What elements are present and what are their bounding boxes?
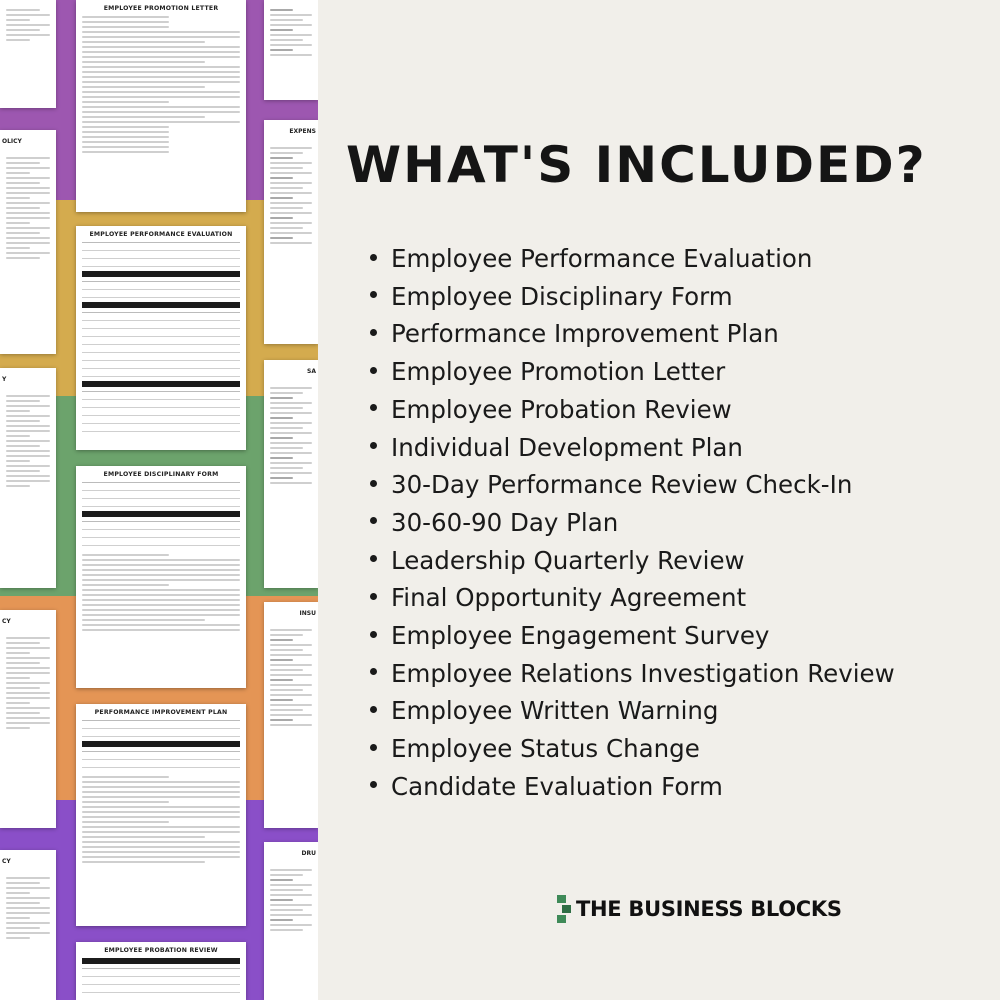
list-item-label: 30-60-90 Day Plan (391, 507, 619, 537)
list-item-label: Leadership Quarterly Review (391, 545, 745, 575)
partial-document-title: INSU (299, 610, 316, 617)
list-item (366, 391, 895, 429)
brand-logo (556, 892, 842, 926)
partial-document-right (264, 120, 318, 344)
document-thumbnail-disciplinary-form (76, 466, 246, 688)
bullet-icon (370, 555, 377, 562)
document-title: EMPLOYEE PROMOTION LETTER (103, 5, 219, 12)
list-item (366, 579, 895, 617)
bullet-icon (370, 744, 377, 751)
bullet-icon (370, 781, 377, 788)
document-thumbnail-probation-review (76, 942, 246, 1000)
bullet-icon (370, 517, 377, 524)
document-title: EMPLOYEE PERFORMANCE EVALUATION (89, 231, 233, 238)
list-item-label: Employee Performance Evaluation (391, 244, 813, 273)
partial-document-left (0, 368, 56, 588)
list-item-label: Employee Relations Investigation Review (391, 658, 895, 688)
bullet-icon (370, 631, 377, 638)
list-item-label: Employee Promotion Letter (391, 357, 726, 387)
document-thumbnail-improvement-plan (76, 704, 246, 926)
partial-document-title: DRU (301, 850, 316, 857)
bullet-icon (370, 291, 377, 298)
bullet-icon (370, 668, 377, 675)
list-item-label: Individual Development Plan (391, 432, 743, 462)
list-item (366, 730, 895, 768)
document-thumbnail-performance-evaluation (76, 226, 246, 450)
list-item (366, 466, 895, 504)
list-item (366, 617, 895, 655)
partial-document-right (264, 842, 318, 1000)
partial-document-right (264, 360, 318, 588)
partial-document-title: OLICY (2, 138, 22, 145)
list-item (366, 768, 895, 806)
list-item-label: Employee Engagement Survey (391, 621, 770, 651)
bullet-icon (370, 593, 377, 600)
document-title: EMPLOYEE DISCIPLINARY FORM (103, 471, 219, 478)
feature-list (366, 240, 895, 806)
list-item (366, 278, 895, 316)
bullet-icon (370, 367, 377, 374)
partial-document-title: CY (2, 858, 11, 865)
list-item-label: Performance Improvement Plan (391, 319, 779, 349)
bullet-icon (370, 254, 377, 261)
list-item (366, 353, 895, 391)
list-item (366, 315, 895, 353)
brand-name: THE BUSINESS BLOCKS (576, 897, 842, 921)
document-thumbnail-promotion-letter (76, 0, 246, 212)
bullet-icon (370, 442, 377, 449)
list-item-label: Final Opportunity Agreement (391, 583, 747, 613)
document-collage (0, 0, 318, 1000)
list-item (366, 429, 895, 467)
list-item (366, 240, 895, 278)
bullet-icon (370, 329, 377, 336)
list-item (366, 504, 895, 542)
list-item-label: Employee Written Warning (391, 696, 719, 726)
list-item (366, 655, 895, 693)
list-item-label: Employee Probation Review (391, 394, 732, 424)
partial-document-right (264, 602, 318, 828)
document-title: EMPLOYEE PROBATION REVIEW (104, 947, 218, 954)
bullet-icon (370, 480, 377, 487)
partial-document-title: Y (2, 376, 7, 383)
stacked-blocks-icon (556, 894, 572, 924)
partial-document-title: SA (307, 368, 316, 375)
page-title: WHAT'S INCLUDED? (346, 136, 927, 194)
bullet-icon (370, 706, 377, 713)
list-item-label: 30-Day Performance Review Check-In (391, 470, 853, 500)
list-item (366, 692, 895, 730)
bullet-icon (370, 404, 377, 411)
partial-document-right (264, 0, 318, 100)
list-item-label: Employee Status Change (391, 734, 700, 764)
list-item (366, 542, 895, 580)
partial-document-left (0, 130, 56, 354)
partial-document-left (0, 0, 56, 108)
document-title: PERFORMANCE IMPROVEMENT PLAN (94, 709, 228, 716)
partial-document-left (0, 850, 56, 1000)
list-item-label: Candidate Evaluation Form (391, 771, 723, 801)
partial-document-title: CY (2, 618, 11, 625)
partial-document-left (0, 610, 56, 828)
partial-document-title: EXPENS (289, 128, 316, 135)
list-item-label: Employee Disciplinary Form (391, 281, 733, 311)
